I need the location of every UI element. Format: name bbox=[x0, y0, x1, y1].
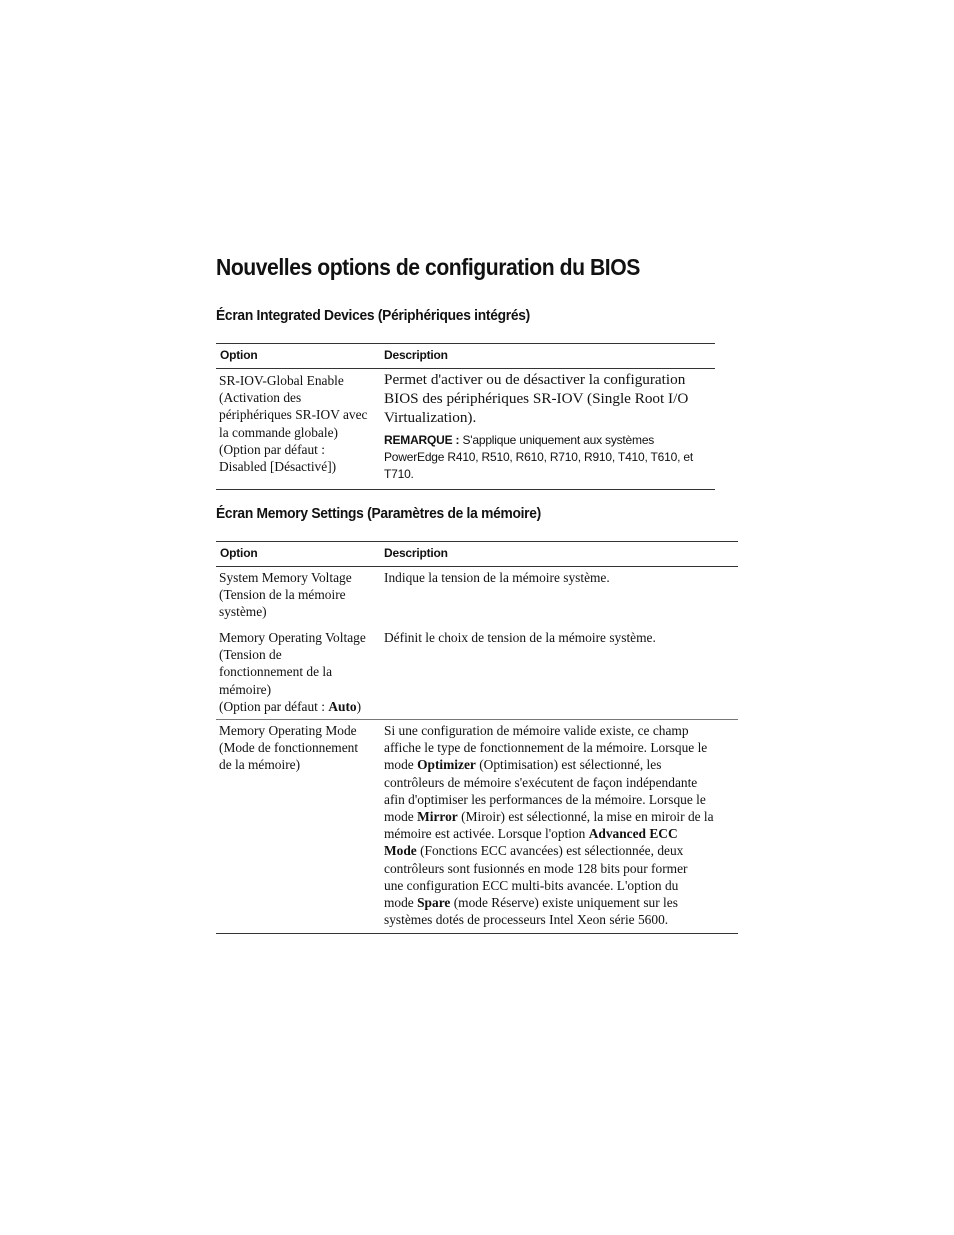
section-heading-memory-settings: Écran Memory Settings (Paramètres de la mémoire) bbox=[216, 505, 541, 522]
option-text: (Tension de la mémoire bbox=[219, 587, 346, 603]
integrated-devices-table bbox=[216, 343, 715, 490]
option-text: la commande globale) bbox=[219, 424, 338, 440]
note-text: PowerEdge R410, R510, R610, R710, R910, T410, T610, et bbox=[384, 449, 693, 464]
option-text: fonctionnement de la bbox=[219, 664, 333, 680]
option-text: Memory Operating Voltage bbox=[219, 630, 366, 645]
option-text: Disabled [Désactivé]) bbox=[219, 459, 337, 475]
description-text: une configuration ECC multi-bits avancée. L'option du bbox=[384, 877, 679, 893]
option-text: (Tension de bbox=[219, 647, 282, 663]
option-text: SR-IOV-Global Enable bbox=[219, 373, 344, 388]
option-cell bbox=[219, 569, 379, 621]
option-text: (Option par défaut : bbox=[219, 441, 325, 457]
note bbox=[384, 432, 693, 483]
description-text: Définit le choix de tension de la mémoire système. bbox=[384, 630, 656, 645]
option-text: (Mode de fonctionnement bbox=[219, 740, 359, 756]
description-cell bbox=[384, 370, 693, 483]
description-cell bbox=[384, 629, 656, 646]
description-text: contrôleurs sont fusionnés en mode 128 bits pour former bbox=[384, 860, 688, 876]
description-text: Virtualization). bbox=[384, 409, 477, 427]
note-text: T710. bbox=[384, 466, 414, 481]
memory-settings-table bbox=[216, 541, 738, 934]
option-cell bbox=[219, 629, 379, 715]
column-header-description: Description bbox=[384, 546, 448, 560]
table-row bbox=[216, 720, 738, 933]
description-text: Permet d'activer ou de désactiver la configuration bbox=[384, 371, 686, 388]
page-title: Nouvelles options de configuration du BIOS bbox=[216, 254, 640, 280]
description-cell bbox=[384, 722, 714, 928]
option-text: mémoire) bbox=[219, 681, 272, 697]
option-text: Memory Operating Mode bbox=[219, 723, 357, 738]
description-text: Si une configuration de mémoire valide existe, ce champ bbox=[384, 723, 689, 738]
description-text: Indique la tension de la mémoire système. bbox=[384, 570, 610, 585]
option-text: de la mémoire) bbox=[219, 757, 301, 773]
description-text: BIOS des périphériques SR-IOV (Single Root I/O bbox=[384, 390, 689, 408]
note-label: REMARQUE : bbox=[384, 432, 460, 447]
note-text: S'applique uniquement aux systèmes bbox=[462, 432, 655, 447]
description-text: mémoire est activée. Lorsque l'option Advanced ECC bbox=[384, 826, 678, 842]
column-header-option: Option bbox=[220, 348, 258, 362]
option-text: (Activation des bbox=[219, 390, 302, 406]
option-text: système) bbox=[219, 604, 267, 620]
description-text: Mode (Fonctions ECC avancées) est sélectionnée, deux bbox=[384, 843, 684, 859]
description-text: mode Mirror (Miroir) est sélectionné, la mise en miroir de la bbox=[384, 809, 714, 825]
table-row bbox=[216, 625, 738, 720]
option-cell bbox=[219, 372, 379, 475]
option-default: (Option par défaut : Auto) bbox=[219, 698, 362, 714]
description-cell bbox=[384, 569, 610, 586]
option-cell bbox=[219, 722, 379, 774]
column-header-description: Description bbox=[384, 348, 448, 362]
table-header bbox=[216, 344, 715, 369]
description-text: contrôleurs de mémoire s'exécutent de façon indépendante bbox=[384, 774, 698, 790]
description-text: mode Spare (mode Réserve) existe uniquement sur les bbox=[384, 895, 678, 911]
option-text: périphériques SR-IOV avec bbox=[219, 407, 368, 423]
description-text: mode Optimizer (Optimisation) est sélectionné, les bbox=[384, 757, 662, 773]
column-header-option: Option bbox=[220, 546, 258, 560]
description-text: afin d'optimiser les performances de la mémoire. Lorsque le bbox=[384, 791, 706, 807]
description-text: affiche le type de fonctionnement de la mémoire. Lorsque le bbox=[384, 740, 708, 756]
table-header bbox=[216, 542, 738, 567]
option-text: System Memory Voltage bbox=[219, 570, 352, 585]
section-heading-integrated-devices: Écran Integrated Devices (Périphériques intégrés) bbox=[216, 307, 530, 324]
description-text: systèmes dotés de processeurs Intel Xeon série 5600. bbox=[384, 912, 669, 928]
table-row bbox=[216, 369, 715, 489]
table-row bbox=[216, 567, 738, 625]
